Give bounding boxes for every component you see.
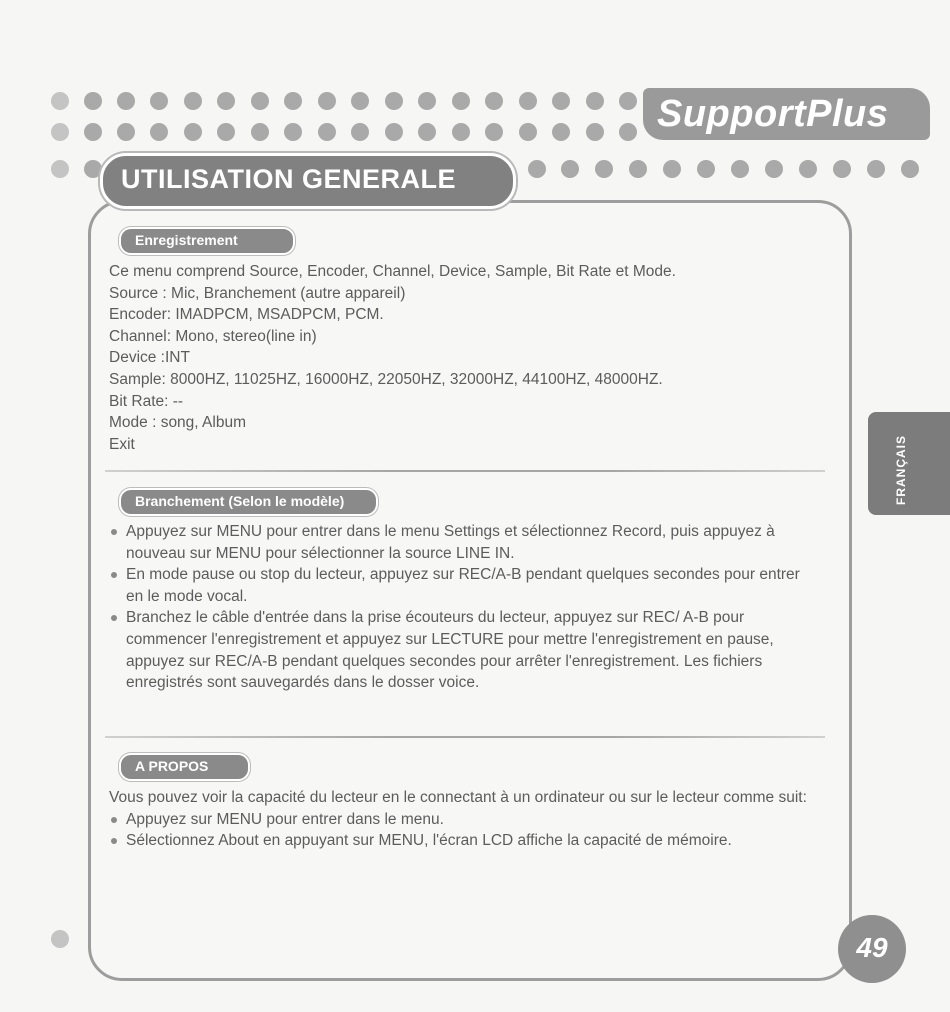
about-step: Appuyez sur MENU pour entrer dans le menu.	[109, 809, 821, 831]
brand-logo	[643, 88, 930, 140]
connection-step: En mode pause ou stop du lecteur, appuyez sur REC/A-B pendant quelques secondes pour entrer en le mode vocal.	[109, 564, 821, 607]
page-number-badge: 49	[838, 915, 906, 983]
section-divider	[105, 736, 825, 738]
page-title: UTILISATION GENERALE	[100, 153, 516, 209]
connection-step: Appuyez sur MENU pour entrer dans le menu Settings et sélectionnez Record, puis appuyez à nouveau sur MENU pour sélectionner la source LINE IN.	[109, 521, 821, 564]
section-divider	[105, 470, 825, 472]
about-intro: Vous pouvez voir la capacité du lecteur en le connectant à un ordinateur ou sur le lecteur comme suit:	[109, 789, 807, 806]
recording-line: Bit Rate: --	[109, 392, 184, 410]
language-tab: FRANÇAIS	[868, 412, 950, 515]
section-heading-connection: Branchement (Selon le modèle)	[119, 488, 378, 516]
recording-line: Exit	[109, 435, 135, 453]
recording-settings-list	[109, 261, 676, 455]
recording-line: Source : Mic, Branchement (autre appareil)	[109, 284, 406, 302]
section-heading-recording: Enregistrement	[119, 227, 295, 255]
recording-line: Encoder: IMADPCM, MSADPCM, PCM.	[109, 306, 384, 324]
recording-line: Channel: Mono, stereo(line in)	[109, 327, 317, 345]
recording-line: Device :INT	[109, 349, 190, 367]
recording-line: Sample: 8000HZ, 11025HZ, 16000HZ, 22050HZ, 32000HZ, 44100HZ, 48000HZ.	[109, 370, 663, 388]
brand-logo-text: SupportPlus	[657, 93, 889, 135]
section-heading-about: A PROPOS	[119, 753, 250, 781]
content-panel	[88, 200, 852, 981]
about-text	[109, 787, 821, 852]
decorative-dot-row-bottom	[0, 0, 950, 20]
about-step: Sélectionnez About en appuyant sur MENU, l'écran LCD affiche la capacité de mémoire.	[109, 830, 821, 852]
connection-step: Branchez le câble d'entrée dans la prise écouteurs du lecteur, appuyez sur REC/ A-B pour commencer l'enregistrement et appuyez sur LECTURE pour mettre l'enregistrement en pause, appuyez sur REC/A-B pendant quelques secondes pour arrêter l'enregistrement. Les fichiers enregistrés sont sauvegardés dans le dosser voice.	[109, 607, 821, 693]
connection-instructions	[109, 521, 821, 694]
recording-line: Ce menu comprend Source, Encoder, Channel, Device, Sample, Bit Rate et Mode.	[109, 263, 676, 280]
recording-line: Mode : song, Album	[109, 414, 246, 432]
